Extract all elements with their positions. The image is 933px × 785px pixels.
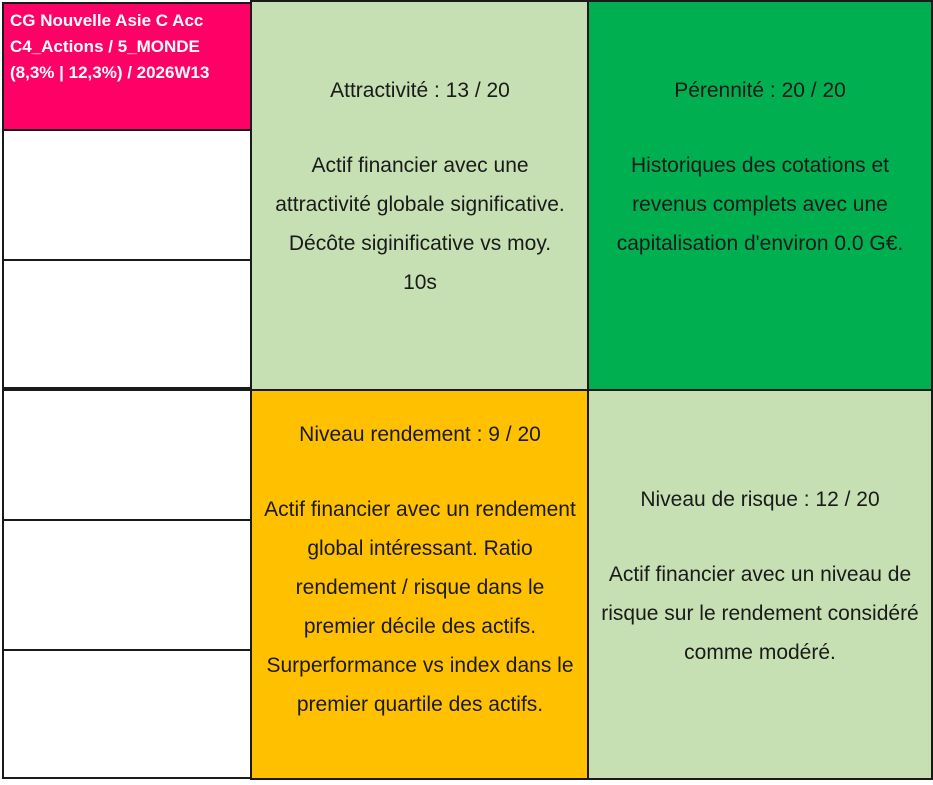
rendement-description: Actif financier avec un rendement global intéressant. Ratio rendement / risque dans le premier décile des actifs. Surperformance vs index dans le premier quartile des actifs. [264,498,576,716]
risque-panel [587,389,933,780]
rendement-panel [250,389,590,780]
fund-header [2,2,252,131]
fund-category: C4_Actions / 5_MONDE [10,37,200,56]
empty-cell-1 [2,129,252,261]
risque-description: Actif financier avec un niveau de risque sur le rendement considéré comme modéré. [601,562,919,664]
attractivite-panel [250,0,590,391]
risque-title: Niveau de risque : 12 / 20 [640,487,880,511]
perennite-description: Historiques des cotations et revenus complets avec une capitalisation d'environ 0.0 G€. [616,153,904,255]
perennite-panel [587,0,933,391]
empty-cell-2 [2,259,252,389]
attractivite-description: Actif financier avec une attractivité globale significative. Décôte siginificative vs moy. 10s [275,154,565,294]
fund-stats: (8,3% | 12,3%) / 2026W13 [10,63,210,82]
fund-name: CG Nouvelle Asie C Acc [10,11,204,30]
empty-cell-3 [2,389,252,521]
attractivite-title: Attractivité : 13 / 20 [330,79,510,102]
empty-cell-5 [2,649,252,779]
empty-cell-4 [2,519,252,651]
perennite-title: Pérennité : 20 / 20 [674,78,846,102]
rendement-title: Niveau rendement : 9 / 20 [299,423,541,446]
